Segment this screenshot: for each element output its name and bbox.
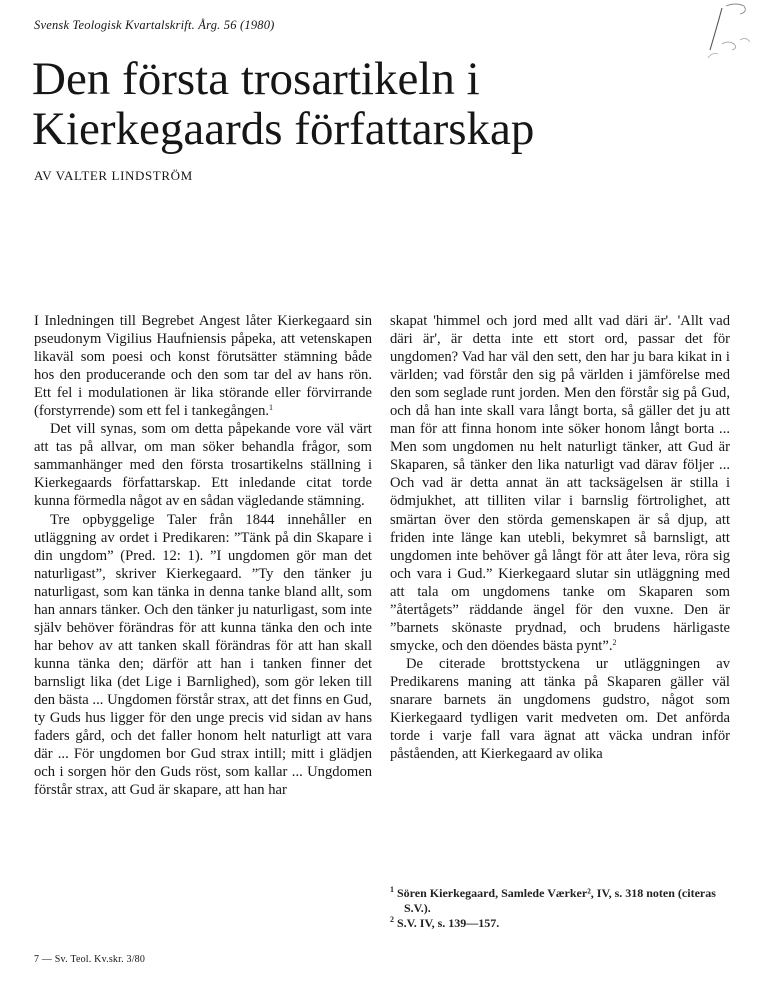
journal-header: Svensk Teologisk Kvartalskrift. Årg. 56 (1980) [34, 18, 275, 32]
footnote-ref-1[interactable]: 1 [269, 403, 274, 413]
title-line-1: Den första trosartikeln i [32, 53, 480, 105]
footnotes [390, 886, 732, 931]
article-title [32, 54, 732, 154]
paragraph-3: Tre opbyggelige Taler från 1844 innehåller en utläggning av ordet i Predikaren: ”Tänk på din Skapare i din ungdom” (Pred. 12: 1). ”I ungdomen gör man det naturligast”, skriver Kierkegaard. ”Ty den tänker ju naturligast, som kan tänka in denna tanke bland allt, som han annars tänker. Och den tänker ju naturligast, som inte själv behöver förändras för att kunna tänka den och inte har behov av att tanken skall förändras för att han skall kunna tänka den; därför att han i tanken finner det barnsligt lika (det Lige i Barnlighed), som gör leken till den bästa ... Ungdomen förstår strax, att det finns en Gud, ty Guds hus ligger för den unge precis vid sidan av hans faders gård, och det faller honom helt naturligt att vara där ... För ungdomen bor Gud strax intill; mitt i glädjen och i sorgen hör den Guds röst, som kallar ... Ungdomen förstår strax, att Gud är skapare, att han har [34, 511, 372, 799]
paragraph-1: I Inledningen till Begrebet Angest låter Kierkegaard sin pseudonym Vigilius Haufniensis påpeka, att vetenskapen likaväl som poesi och konst förutsätter stämning både hos den producerande och den som tar del av hans rön. Ett fel i modulationen är lika störande eller förvirrande (forstyrrende) som ett fel i tankegången.$^1$ [34, 313, 372, 420]
left-column [34, 312, 372, 799]
footnote-ref-2[interactable]: 2 [612, 637, 617, 647]
page-footer: 7 — Sv. Teol. Kv.skr. 3/80 [34, 954, 146, 965]
right-column [390, 312, 730, 763]
paragraph-2: Det vill synas, som om detta påpekande vore väl värt att tas på allvar, om man söker behandla frågor, som sammanhänger med den första trosartikelns ställning i Kierkegaards författarskap. Ett inledande citat torde kunna förmedla något av en sådan vägledande stämning. [34, 421, 372, 510]
footnote-2: $^2$ S.V. IV, s. 139—157. [390, 915, 500, 930]
footnote-1: $^1$ Sören Kierkegaard, Samlede Værker², IV, s. 318 noten (citeras S.V.). [390, 885, 716, 915]
author-byline: AV VALTER LINDSTRÖM [34, 168, 193, 183]
paragraph-4: De citerade brottstyckena ur utläggningen av Predikarens maning att tänka på Skaparen gäller väl snarare barnets än ungdomens gudstro, något som Kierkegaard tydligen varit medveten om. Det anförda torde i varje fall vara ägnat att väcka undran inför påståenden, att Kierkegaard av olika [390, 655, 730, 763]
paragraph-3-continued: skapat 'himmel och jord med allt vad däri är'. 'Allt vad däri är', är detta inte ett stort ord, passar det för ungdomen? Vad har väl den sett, den har ju bara kikat in i världen; vad förstår den sig på världen i jämförelse med den som seglade runt jorden. Men den förstår sig på Gud, och då han inte skall vara långt borta, så gäller det ju att man för att finna honom inte söker honom långt borta ... Men som ungdomen nu helt naturligt tänker, att Gud är Skaparen, så tänker den lika naturligt vad därav följer ... Och vad är detta annat än att tacksägelsen är stilla i ödmjukhet, att tilliten vilar i barnslig förtrolighet, att smärtan över den störda gemenskapen är så djup, att friden inte länge kan utebli, bekymret så barnsligt, att ungdomen inte behöver gå långt för att åter leva, röra sig och vara i Gud.” Kierkegaard slutar sin utläggning med att tala om ungdomens tanke om Skaparen som ”återtågets” räddande ängel för den vuxne. Den är ”barnets skönaste prydnad, och brudens härligaste smycke, och den döendes bästa pynt”.$^2$ [390, 313, 730, 654]
title-line-2: Kierkegaards författarskap [32, 103, 535, 155]
